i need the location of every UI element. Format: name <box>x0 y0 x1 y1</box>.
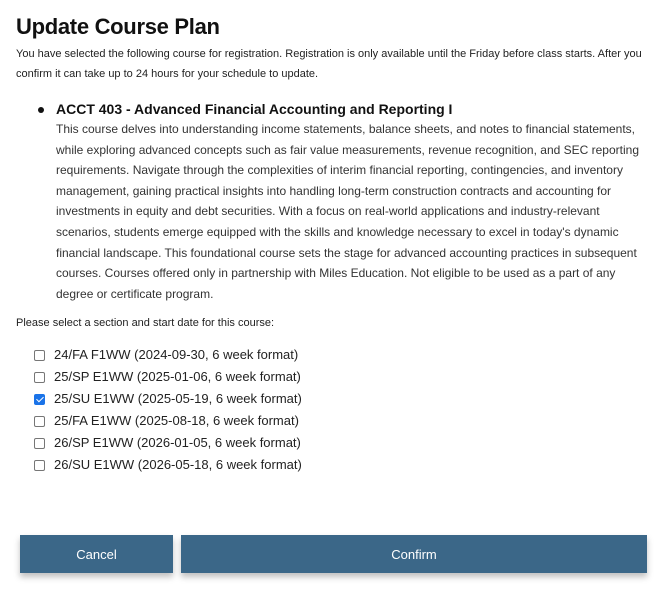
section-option-label[interactable]: 25/SU E1WW (2025-05-19, 6 week format) <box>54 391 302 406</box>
section-option-label[interactable]: 24/FA F1WW (2024-09-30, 6 week format) <box>54 347 299 362</box>
course-description: This course delves into understanding income statements, balance sheets, and notes to financial statements, while exploring advanced concepts such as fair value measurements, revenue recognition, and SEC reporting requirements. Navigate through the complexities of interim financial reporting, contingencies, and inventory management, gaining practical insights into handling long-term construction contracts and accounting for investments in equity and debt securities. With a focus on real-world applications and industry-relevant scenarios, students emerge equipped with the skills and knowledge necessary to excel in today's dynamic financial landscape. This foundational course sets the stage for advanced accounting practices in subsequent courses. Courses offered only in partnership with Miles Education. Not eligible to be used as a part of any degree or certificate program. <box>56 122 639 301</box>
bullet-icon <box>38 107 44 113</box>
section-option[interactable] <box>34 388 302 410</box>
section-options <box>34 344 302 476</box>
page-title: Update Course Plan <box>16 14 220 39</box>
section-checkbox[interactable] <box>34 372 45 383</box>
course-list <box>38 99 654 304</box>
section-checkbox[interactable] <box>34 394 45 405</box>
section-option-label[interactable]: 26/SU E1WW (2026-05-18, 6 week format) <box>54 457 302 472</box>
section-checkbox[interactable] <box>34 416 45 427</box>
section-select-prompt: Please select a section and start date for this course: <box>16 317 275 329</box>
course-item <box>38 99 654 304</box>
section-checkbox[interactable] <box>34 438 45 449</box>
intro-text: You have selected the following course for registration. Registration is only available until the Friday before class starts. After you confirm it can take up to 24 hours for your schedule to update. <box>16 48 642 80</box>
cancel-button[interactable]: Cancel <box>20 535 173 573</box>
section-checkbox[interactable] <box>34 350 45 361</box>
section-option[interactable] <box>34 454 302 476</box>
section-option[interactable] <box>34 432 302 454</box>
section-option-label[interactable]: 25/SP E1WW (2025-01-06, 6 week format) <box>54 369 301 384</box>
section-option[interactable] <box>34 344 302 366</box>
section-option[interactable] <box>34 366 302 388</box>
section-option-label[interactable]: 25/FA E1WW (2025-08-18, 6 week format) <box>54 413 299 428</box>
section-checkbox[interactable] <box>34 460 45 471</box>
confirm-button[interactable]: Confirm <box>181 535 647 573</box>
section-option-label[interactable]: 26/SP E1WW (2026-01-05, 6 week format) <box>54 435 301 450</box>
course-title: ACCT 403 - Advanced Financial Accounting and Reporting I <box>56 101 453 117</box>
section-option[interactable] <box>34 410 302 432</box>
